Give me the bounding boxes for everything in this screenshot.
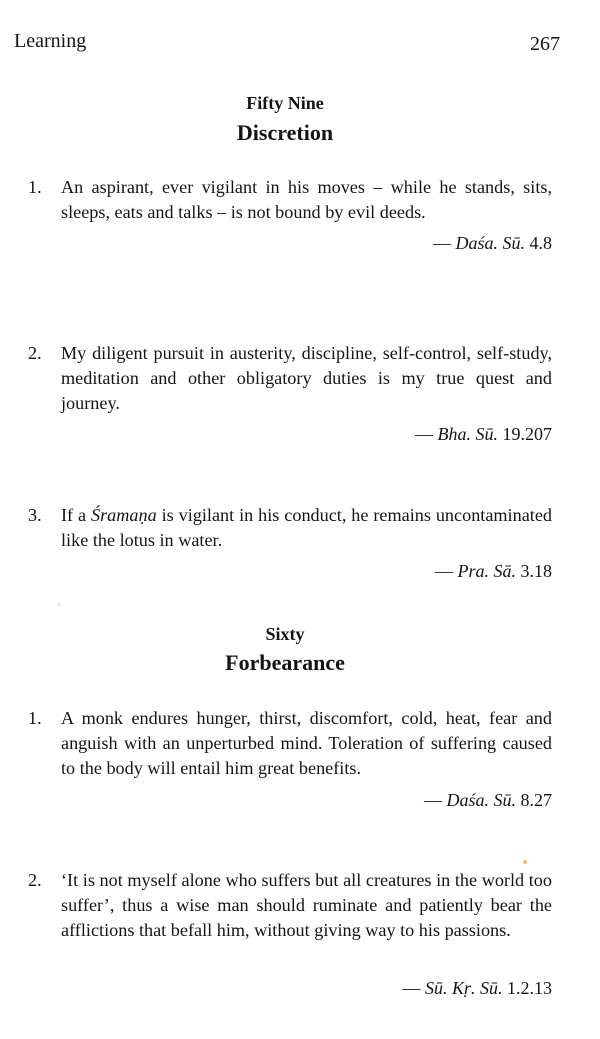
citation-reference: 1.2.13 <box>507 978 552 998</box>
citation-work: Daśa. Sū. <box>455 233 525 253</box>
item-number: 3. <box>28 505 42 525</box>
item-text: My diligent pursuit in austerity, discipline, self-control, self-study, meditation and other obligatory duties is my true quest and journey. <box>61 343 552 413</box>
chapter-number: Fifty Nine <box>246 93 324 113</box>
citation-dash: — <box>432 233 451 253</box>
item-text-end: is vigilant in his conduct, he remains uncontaminated like the lotus in water. <box>61 505 552 550</box>
list-item <box>28 868 552 943</box>
item-text: An aspirant, ever vigilant in his moves – while he stands, sits, sleeps, eats and talks – is not bound by evil deeds. <box>61 177 552 222</box>
list-item <box>28 503 552 553</box>
citation-reference: 3.18 <box>520 561 552 581</box>
item-text-emphasis: Śramaṇa <box>91 505 157 525</box>
chapter-title: Discretion <box>236 120 334 145</box>
citation-work: Daśa. Sū. <box>446 790 516 810</box>
source-citation <box>424 790 552 811</box>
source-citation <box>433 233 552 254</box>
item-text <box>61 503 552 553</box>
item-text-start: If a <box>61 505 91 525</box>
paper-speck <box>523 860 527 864</box>
citation-dash: — <box>423 790 442 810</box>
citation-reference: 19.207 <box>502 424 552 444</box>
citation-reference: 4.8 <box>529 233 552 253</box>
list-item <box>28 341 552 416</box>
running-head <box>14 30 560 56</box>
source-citation <box>402 978 552 999</box>
citation-reference: 8.27 <box>520 790 552 810</box>
citation-dash: — <box>402 978 421 998</box>
source-citation <box>435 561 552 582</box>
chapter-title: Forbearance <box>225 650 345 675</box>
citation-work: Sū. Kṛ. Sū. <box>424 978 503 998</box>
chapter-number: Sixty <box>265 624 305 644</box>
item-number: 2. <box>28 343 42 363</box>
item-number: 1. <box>28 177 42 197</box>
item-number: 1. <box>28 708 42 728</box>
list-item <box>28 706 552 781</box>
running-head-section: Learning <box>14 30 87 52</box>
citation-work: Bha. Sū. <box>437 424 498 444</box>
citation-dash: — <box>435 561 453 581</box>
citation-work: Pra. Sā. <box>457 561 516 581</box>
source-citation <box>415 424 552 445</box>
paper-speck <box>58 603 61 606</box>
citation-dash: — <box>415 424 433 444</box>
item-text: ‘It is not myself alone who suffers but all creatures in the world too suffer’, thus a wise man should ruminate and patiently bear the afflictions that befall him, without giving way to his passions. <box>61 870 552 940</box>
item-text: A monk endures hunger, thirst, discomfort, cold, heat, fear and anguish with an unperturbed mind. Toleration of suffering caused to the body will entail him great benefits. <box>61 708 552 778</box>
page-number: 267 <box>530 33 560 55</box>
item-number: 2. <box>28 870 42 890</box>
list-item <box>28 175 552 225</box>
